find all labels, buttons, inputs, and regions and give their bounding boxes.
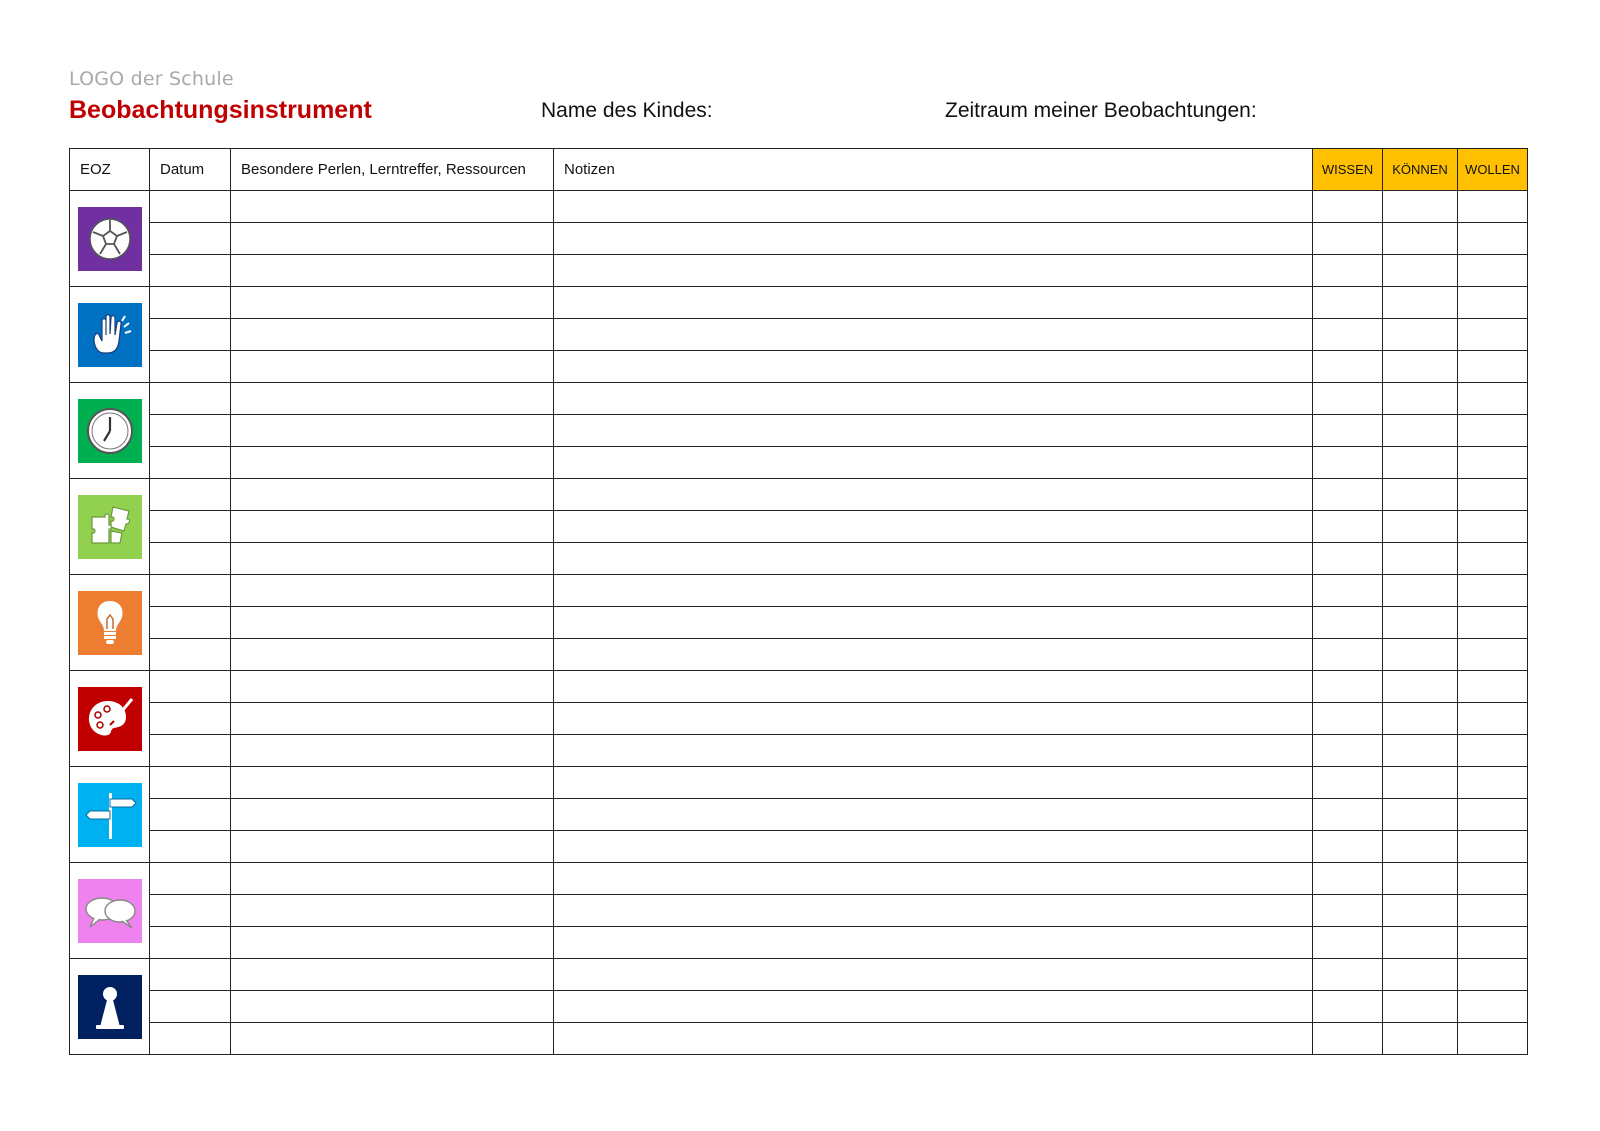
koennen-cell[interactable] bbox=[1383, 319, 1458, 351]
wissen-cell[interactable] bbox=[1313, 927, 1383, 959]
palette-icon bbox=[78, 687, 142, 751]
perlen-cell[interactable] bbox=[231, 447, 554, 479]
table-row bbox=[70, 575, 1528, 607]
koennen-cell[interactable] bbox=[1383, 223, 1458, 255]
koennen-cell[interactable] bbox=[1383, 831, 1458, 863]
perlen-cell[interactable] bbox=[231, 831, 554, 863]
table-row bbox=[70, 863, 1528, 895]
notizen-cell[interactable] bbox=[554, 607, 1313, 639]
notizen-cell[interactable] bbox=[554, 479, 1313, 511]
datum-cell[interactable] bbox=[150, 479, 231, 511]
koennen-cell[interactable] bbox=[1383, 479, 1458, 511]
perlen-cell[interactable] bbox=[231, 255, 554, 287]
datum-cell[interactable] bbox=[150, 991, 231, 1023]
koennen-cell[interactable] bbox=[1383, 991, 1458, 1023]
eoz-icon-cell bbox=[70, 671, 150, 767]
perlen-cell[interactable] bbox=[231, 703, 554, 735]
wissen-cell[interactable] bbox=[1313, 831, 1383, 863]
perlen-cell[interactable] bbox=[231, 639, 554, 671]
table-row bbox=[70, 703, 1528, 735]
wissen-cell[interactable] bbox=[1313, 319, 1383, 351]
notizen-cell[interactable] bbox=[554, 895, 1313, 927]
notizen-cell[interactable] bbox=[554, 575, 1313, 607]
table-row bbox=[70, 255, 1528, 287]
wollen-cell[interactable] bbox=[1458, 799, 1528, 831]
notizen-cell[interactable] bbox=[554, 863, 1313, 895]
datum-cell[interactable] bbox=[150, 223, 231, 255]
koennen-cell[interactable] bbox=[1383, 191, 1458, 223]
notizen-cell[interactable] bbox=[554, 639, 1313, 671]
koennen-cell[interactable] bbox=[1383, 895, 1458, 927]
col-header-eoz: EOZ bbox=[70, 149, 150, 191]
datum-cell[interactable] bbox=[150, 191, 231, 223]
notizen-cell[interactable] bbox=[554, 287, 1313, 319]
koennen-cell[interactable] bbox=[1383, 255, 1458, 287]
puzzle-icon bbox=[78, 495, 142, 559]
perlen-cell[interactable] bbox=[231, 863, 554, 895]
perlen-cell[interactable] bbox=[231, 927, 554, 959]
notizen-cell[interactable] bbox=[554, 351, 1313, 383]
wissen-cell[interactable] bbox=[1313, 447, 1383, 479]
eoz-icon-cell bbox=[70, 191, 150, 287]
table-row bbox=[70, 959, 1528, 991]
wollen-cell[interactable] bbox=[1458, 607, 1528, 639]
perlen-cell[interactable] bbox=[231, 543, 554, 575]
notizen-cell[interactable] bbox=[554, 799, 1313, 831]
table-row bbox=[70, 767, 1528, 799]
datum-cell[interactable] bbox=[150, 383, 231, 415]
koennen-cell[interactable] bbox=[1383, 511, 1458, 543]
table-row bbox=[70, 351, 1528, 383]
col-header-notizen: Notizen bbox=[554, 149, 1313, 191]
datum-cell[interactable] bbox=[150, 959, 231, 991]
wollen-cell[interactable] bbox=[1458, 863, 1528, 895]
wissen-cell[interactable] bbox=[1313, 735, 1383, 767]
datum-cell[interactable] bbox=[150, 895, 231, 927]
table-row bbox=[70, 191, 1528, 223]
perlen-cell[interactable] bbox=[231, 895, 554, 927]
koennen-cell[interactable] bbox=[1383, 447, 1458, 479]
datum-cell[interactable] bbox=[150, 703, 231, 735]
notizen-cell[interactable] bbox=[554, 415, 1313, 447]
wissen-cell[interactable] bbox=[1313, 223, 1383, 255]
wollen-cell[interactable] bbox=[1458, 255, 1528, 287]
hand-icon bbox=[78, 303, 142, 367]
notizen-cell[interactable] bbox=[554, 959, 1313, 991]
perlen-cell[interactable] bbox=[231, 959, 554, 991]
datum-cell[interactable] bbox=[150, 575, 231, 607]
wollen-cell[interactable] bbox=[1458, 575, 1528, 607]
table-row bbox=[70, 799, 1528, 831]
datum-cell[interactable] bbox=[150, 543, 231, 575]
datum-cell[interactable] bbox=[150, 767, 231, 799]
koennen-cell[interactable] bbox=[1383, 927, 1458, 959]
wissen-cell[interactable] bbox=[1313, 991, 1383, 1023]
observation-period-label: Zeitraum meiner Beobachtungen: bbox=[945, 99, 1257, 122]
notizen-cell[interactable] bbox=[554, 1023, 1313, 1055]
koennen-cell[interactable] bbox=[1383, 799, 1458, 831]
koennen-cell[interactable] bbox=[1383, 863, 1458, 895]
datum-cell[interactable] bbox=[150, 1023, 231, 1055]
eoz-icon-cell bbox=[70, 287, 150, 383]
table-row bbox=[70, 671, 1528, 703]
datum-cell[interactable] bbox=[150, 831, 231, 863]
col-header-koennen: KÖNNEN bbox=[1383, 149, 1458, 191]
koennen-cell[interactable] bbox=[1383, 287, 1458, 319]
datum-cell[interactable] bbox=[150, 511, 231, 543]
wollen-cell[interactable] bbox=[1458, 927, 1528, 959]
table-row bbox=[70, 927, 1528, 959]
table-row bbox=[70, 447, 1528, 479]
table-row bbox=[70, 287, 1528, 319]
wissen-cell[interactable] bbox=[1313, 479, 1383, 511]
table-row bbox=[70, 991, 1528, 1023]
table-row bbox=[70, 607, 1528, 639]
table-row bbox=[70, 639, 1528, 671]
wollen-cell[interactable] bbox=[1458, 1023, 1528, 1055]
wissen-cell[interactable] bbox=[1313, 639, 1383, 671]
wollen-cell[interactable] bbox=[1458, 735, 1528, 767]
wollen-cell[interactable] bbox=[1458, 639, 1528, 671]
wollen-cell[interactable] bbox=[1458, 479, 1528, 511]
notizen-cell[interactable] bbox=[554, 191, 1313, 223]
wissen-cell[interactable] bbox=[1313, 575, 1383, 607]
eoz-icon-cell bbox=[70, 959, 150, 1055]
datum-cell[interactable] bbox=[150, 799, 231, 831]
wissen-cell[interactable] bbox=[1313, 671, 1383, 703]
notizen-cell[interactable] bbox=[554, 831, 1313, 863]
table-row bbox=[70, 511, 1528, 543]
wollen-cell[interactable] bbox=[1458, 511, 1528, 543]
observation-table bbox=[69, 148, 1528, 1055]
wollen-cell[interactable] bbox=[1458, 351, 1528, 383]
wissen-cell[interactable] bbox=[1313, 351, 1383, 383]
table-body bbox=[70, 191, 1528, 1055]
wissen-cell[interactable] bbox=[1313, 383, 1383, 415]
football-icon bbox=[78, 207, 142, 271]
notizen-cell[interactable] bbox=[554, 383, 1313, 415]
notizen-cell[interactable] bbox=[554, 927, 1313, 959]
wissen-cell[interactable] bbox=[1313, 191, 1383, 223]
col-header-datum: Datum bbox=[150, 149, 231, 191]
table-row bbox=[70, 1023, 1528, 1055]
table-row bbox=[70, 543, 1528, 575]
wissen-cell[interactable] bbox=[1313, 703, 1383, 735]
wollen-cell[interactable] bbox=[1458, 447, 1528, 479]
eoz-icon-cell bbox=[70, 767, 150, 863]
clock-icon bbox=[78, 399, 142, 463]
datum-cell[interactable] bbox=[150, 927, 231, 959]
wissen-cell[interactable] bbox=[1313, 959, 1383, 991]
perlen-cell[interactable] bbox=[231, 1023, 554, 1055]
wissen-cell[interactable] bbox=[1313, 895, 1383, 927]
perlen-cell[interactable] bbox=[231, 799, 554, 831]
datum-cell[interactable] bbox=[150, 863, 231, 895]
table-row bbox=[70, 895, 1528, 927]
koennen-cell[interactable] bbox=[1383, 1023, 1458, 1055]
perlen-cell[interactable] bbox=[231, 319, 554, 351]
datum-cell[interactable] bbox=[150, 255, 231, 287]
notizen-cell[interactable] bbox=[554, 671, 1313, 703]
koennen-cell[interactable] bbox=[1383, 767, 1458, 799]
perlen-cell[interactable] bbox=[231, 735, 554, 767]
table-row bbox=[70, 223, 1528, 255]
koennen-cell[interactable] bbox=[1383, 543, 1458, 575]
datum-cell[interactable] bbox=[150, 447, 231, 479]
wollen-cell[interactable] bbox=[1458, 959, 1528, 991]
table-row bbox=[70, 831, 1528, 863]
eoz-icon-cell bbox=[70, 383, 150, 479]
wollen-cell[interactable] bbox=[1458, 767, 1528, 799]
page-title: Beobachtungsinstrument bbox=[69, 96, 372, 124]
perlen-cell[interactable] bbox=[231, 287, 554, 319]
notizen-cell[interactable] bbox=[554, 511, 1313, 543]
table-row bbox=[70, 383, 1528, 415]
wissen-cell[interactable] bbox=[1313, 1023, 1383, 1055]
table-row bbox=[70, 415, 1528, 447]
wissen-cell[interactable] bbox=[1313, 799, 1383, 831]
datum-cell[interactable] bbox=[150, 607, 231, 639]
eoz-icon-cell bbox=[70, 575, 150, 671]
game-piece-icon bbox=[78, 975, 142, 1039]
table-header-row bbox=[70, 149, 1528, 191]
datum-cell[interactable] bbox=[150, 735, 231, 767]
koennen-cell[interactable] bbox=[1383, 703, 1458, 735]
perlen-cell[interactable] bbox=[231, 767, 554, 799]
eoz-icon-cell bbox=[70, 863, 150, 959]
notizen-cell[interactable] bbox=[554, 255, 1313, 287]
datum-cell[interactable] bbox=[150, 415, 231, 447]
wissen-cell[interactable] bbox=[1313, 255, 1383, 287]
wollen-cell[interactable] bbox=[1458, 223, 1528, 255]
col-header-wissen: WISSEN bbox=[1313, 149, 1383, 191]
col-header-perlen: Besondere Perlen, Lerntreffer, Ressourcen bbox=[231, 149, 554, 191]
perlen-cell[interactable] bbox=[231, 415, 554, 447]
datum-cell[interactable] bbox=[150, 639, 231, 671]
wollen-cell[interactable] bbox=[1458, 991, 1528, 1023]
notizen-cell[interactable] bbox=[554, 543, 1313, 575]
table-row bbox=[70, 735, 1528, 767]
table-row bbox=[70, 479, 1528, 511]
wollen-cell[interactable] bbox=[1458, 287, 1528, 319]
koennen-cell[interactable] bbox=[1383, 639, 1458, 671]
perlen-cell[interactable] bbox=[231, 671, 554, 703]
wollen-cell[interactable] bbox=[1458, 831, 1528, 863]
col-header-wollen: WOLLEN bbox=[1458, 149, 1528, 191]
wollen-cell[interactable] bbox=[1458, 383, 1528, 415]
notizen-cell[interactable] bbox=[554, 447, 1313, 479]
child-name-label: Name des Kindes: bbox=[541, 99, 713, 122]
wollen-cell[interactable] bbox=[1458, 319, 1528, 351]
notizen-cell[interactable] bbox=[554, 991, 1313, 1023]
notizen-cell[interactable] bbox=[554, 767, 1313, 799]
koennen-cell[interactable] bbox=[1383, 735, 1458, 767]
wissen-cell[interactable] bbox=[1313, 415, 1383, 447]
koennen-cell[interactable] bbox=[1383, 959, 1458, 991]
wissen-cell[interactable] bbox=[1313, 511, 1383, 543]
wollen-cell[interactable] bbox=[1458, 543, 1528, 575]
koennen-cell[interactable] bbox=[1383, 607, 1458, 639]
koennen-cell[interactable] bbox=[1383, 383, 1458, 415]
perlen-cell[interactable] bbox=[231, 991, 554, 1023]
datum-cell[interactable] bbox=[150, 671, 231, 703]
notizen-cell[interactable] bbox=[554, 223, 1313, 255]
table-row bbox=[70, 319, 1528, 351]
koennen-cell[interactable] bbox=[1383, 351, 1458, 383]
koennen-cell[interactable] bbox=[1383, 415, 1458, 447]
perlen-cell[interactable] bbox=[231, 479, 554, 511]
datum-cell[interactable] bbox=[150, 287, 231, 319]
notizen-cell[interactable] bbox=[554, 735, 1313, 767]
school-logo-placeholder: LOGO der Schule bbox=[69, 68, 234, 90]
signpost-icon bbox=[78, 783, 142, 847]
perlen-cell[interactable] bbox=[231, 511, 554, 543]
wissen-cell[interactable] bbox=[1313, 607, 1383, 639]
perlen-cell[interactable] bbox=[231, 191, 554, 223]
datum-cell[interactable] bbox=[150, 319, 231, 351]
perlen-cell[interactable] bbox=[231, 351, 554, 383]
speech-bubbles-icon bbox=[78, 879, 142, 943]
perlen-cell[interactable] bbox=[231, 383, 554, 415]
wollen-cell[interactable] bbox=[1458, 671, 1528, 703]
notizen-cell[interactable] bbox=[554, 319, 1313, 351]
wollen-cell[interactable] bbox=[1458, 895, 1528, 927]
wissen-cell[interactable] bbox=[1313, 863, 1383, 895]
wollen-cell[interactable] bbox=[1458, 703, 1528, 735]
perlen-cell[interactable] bbox=[231, 607, 554, 639]
datum-cell[interactable] bbox=[150, 351, 231, 383]
koennen-cell[interactable] bbox=[1383, 671, 1458, 703]
perlen-cell[interactable] bbox=[231, 575, 554, 607]
eoz-icon-cell bbox=[70, 479, 150, 575]
wollen-cell[interactable] bbox=[1458, 191, 1528, 223]
notizen-cell[interactable] bbox=[554, 703, 1313, 735]
perlen-cell[interactable] bbox=[231, 223, 554, 255]
wissen-cell[interactable] bbox=[1313, 767, 1383, 799]
wissen-cell[interactable] bbox=[1313, 287, 1383, 319]
koennen-cell[interactable] bbox=[1383, 575, 1458, 607]
wollen-cell[interactable] bbox=[1458, 415, 1528, 447]
lightbulb-icon bbox=[78, 591, 142, 655]
wissen-cell[interactable] bbox=[1313, 543, 1383, 575]
